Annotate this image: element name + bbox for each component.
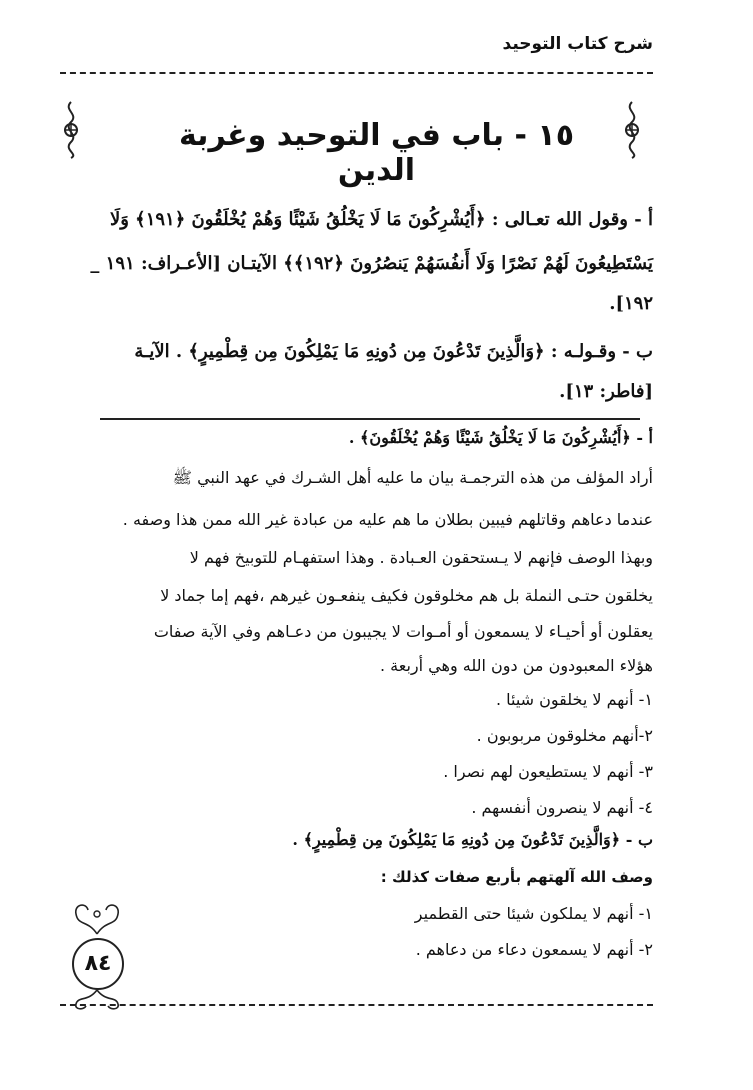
page-ornament-bottom-icon [70,988,124,1012]
list-item: ٢-أنهم مخلوقون مربوبون . [476,726,653,745]
footer-divider [60,1004,653,1006]
page-ornament-top-icon [70,900,124,936]
commentary-p2-line2: يخلقون حتـى النملة بل هم مخلوقون فكيف ينفعـون غيرهم ،فهم إما جماد لا [160,586,653,605]
commentary-p1-line1: أراد المؤلف من هذه الترجمـة بيان ما عليه أهل الشـرك في عهد النبي ﷺ [172,468,653,487]
chapter-title: ١٥ - باب في التوحيد وغربة الدين [178,118,575,188]
commentary-p2-line4: هؤلاء المعبودون من دون الله وهي أربعة . [380,656,653,675]
commentary-subheading: وصف الله آلهتهم بأربع صفات كذلك : [380,868,653,886]
commentary-p2-line1: وبهذا الوصف فإنهم لا يـستحقون العـبادة . وهذا استفهـام للتوبيخ فهم لا [189,548,653,567]
section-separator [100,418,640,420]
list-item: ٤- أنهم لا ينصرون أنفسهم . [471,798,653,817]
commentary-heading-a: أ - ﴿أَيُشْرِكُونَ مَا لَا يَخْلُقُ شَيْئًا وَهُمْ يُخْلَقُونَ﴾ . [348,428,653,447]
commentary-p2-line3: يعقلون أو أحيـاء لا يسمعون أو أمـوات لا يجيبون من دعـاهم وفي الآية صفات [153,622,653,641]
intro-item-a-line1: أ - وقول الله تعـالى : ﴿أَيُشْرِكُونَ مَا لَا يَخْلُقُ شَيْئًا وَهُمْ يُخْلَقُونَ ﴿١٩١﴾ وَلَا [109,209,653,230]
list-item: ٢- أنهم لا يسمعون دعاء من دعاهم . [415,940,653,959]
ornament-right-icon [619,100,645,160]
list-item: ١- أنهم لا يملكون شيئا حتى القطمير [414,904,653,923]
page-number: ٨٤ [72,938,124,990]
intro-item-a-line2: يَسْتَطِيعُونَ لَهُمْ نَصْرًا وَلَا أَنفُسَهُمْ يَنصُرُونَ ﴿١٩٢﴾﴾ الآيتـان [الأعـراف: ١٩١ _ [90,253,653,274]
header-divider [60,72,653,74]
list-item: ١- أنهم لا يخلقون شيئا . [495,690,653,709]
intro-item-b-line1: ب - وقـولـه : ﴿وَالَّذِينَ تَدْعُونَ مِن دُونِهِ مَا يَمْلِكُونَ مِن قِطْمِيرٍ﴾ . الآيـة [134,341,653,362]
intro-item-a-line3: ١٩٢]. [609,293,653,314]
list-item: ٣- أنهم لا يستطيعون لهم نصرا . [443,762,653,781]
intro-item-b-line2: [فاطر: ١٣]. [559,381,653,402]
commentary-heading-b: ب - ﴿وَالَّذِينَ تَدْعُونَ مِن دُونِهِ مَا يَمْلِكُونَ مِن قِطْمِيرٍ﴾ . [292,830,653,849]
ornament-left-icon [58,100,84,160]
running-header-title: شرح كتاب التوحيد [502,34,653,54]
commentary-p1-line2: عندما دعاهم وقاتلهم فيبين بطلان ما هم عليه من عبادة غير الله ممن هذا وصفه . [122,510,653,529]
